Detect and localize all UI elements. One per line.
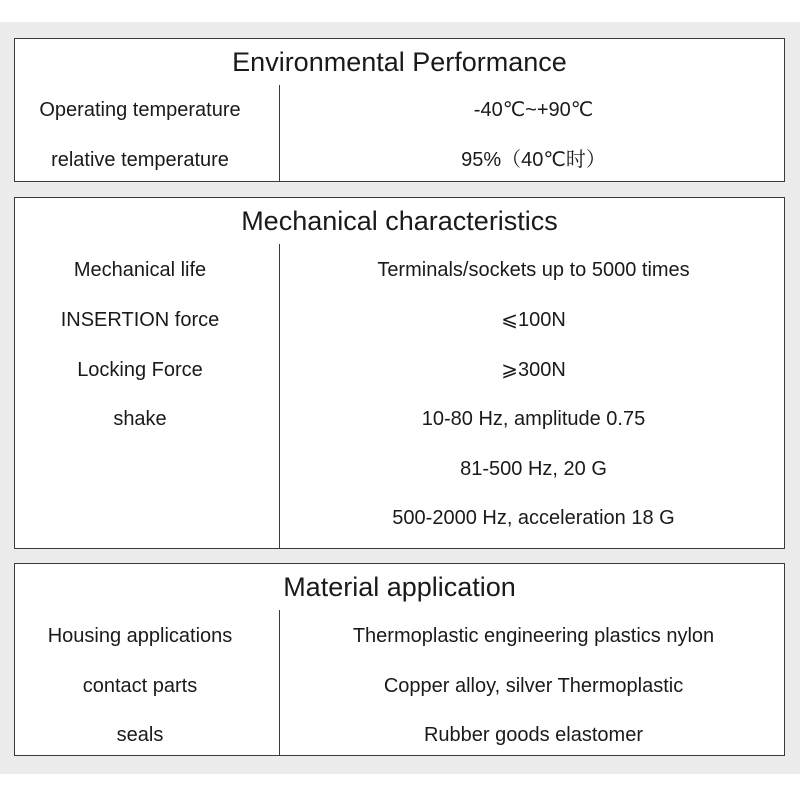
spec-label-insertion-force: INSERTION force: [60, 309, 220, 331]
spec-label-mechanical-life: Mechanical life: [73, 259, 207, 281]
section-title: Mechanical characteristics: [241, 206, 558, 236]
column-divider: [279, 610, 280, 755]
spec-value-insertion-force: ⩽100N: [501, 309, 566, 331]
section-mechanical-characteristics: [14, 197, 785, 549]
spec-value-seals: Rubber goods elastomer: [423, 724, 643, 746]
spec-label-seals: seals: [116, 724, 164, 746]
spec-value-shake-1: 10-80 Hz, amplitude 0.75: [421, 408, 646, 430]
spec-label-locking-force: Locking Force: [77, 359, 203, 381]
spec-value-operating-temperature: -40℃~+90℃: [473, 99, 594, 121]
section-environmental-performance: [14, 38, 785, 182]
spec-value-contact-parts: Copper alloy, silver Thermoplastic: [383, 675, 684, 697]
spec-label-operating-temperature: Operating temperature: [39, 99, 241, 121]
column-divider: [279, 244, 280, 548]
spec-sheet: [0, 22, 800, 774]
spec-value-shake-3: 500-2000 Hz, acceleration 18 G: [392, 507, 675, 529]
column-divider: [279, 85, 280, 181]
section-title: Material application: [283, 572, 516, 602]
spec-label-contact-parts: contact parts: [82, 675, 198, 697]
spec-value-mechanical-life: Terminals/sockets up to 5000 times: [377, 259, 690, 281]
spec-label-relative-temperature: relative temperature: [51, 149, 229, 171]
spec-label-housing-applications: Housing applications: [47, 625, 233, 647]
spec-value-locking-force: ⩾300N: [501, 359, 566, 381]
section-material-application: [14, 563, 785, 756]
section-title: Environmental Performance: [232, 47, 567, 77]
spec-label-shake: shake: [113, 408, 167, 430]
spec-value-housing-applications: Thermoplastic engineering plastics nylon: [352, 625, 715, 647]
spec-value-relative-temperature: 95%（40℃时）: [461, 149, 606, 171]
spec-value-shake-2: 81-500 Hz, 20 G: [460, 458, 607, 480]
